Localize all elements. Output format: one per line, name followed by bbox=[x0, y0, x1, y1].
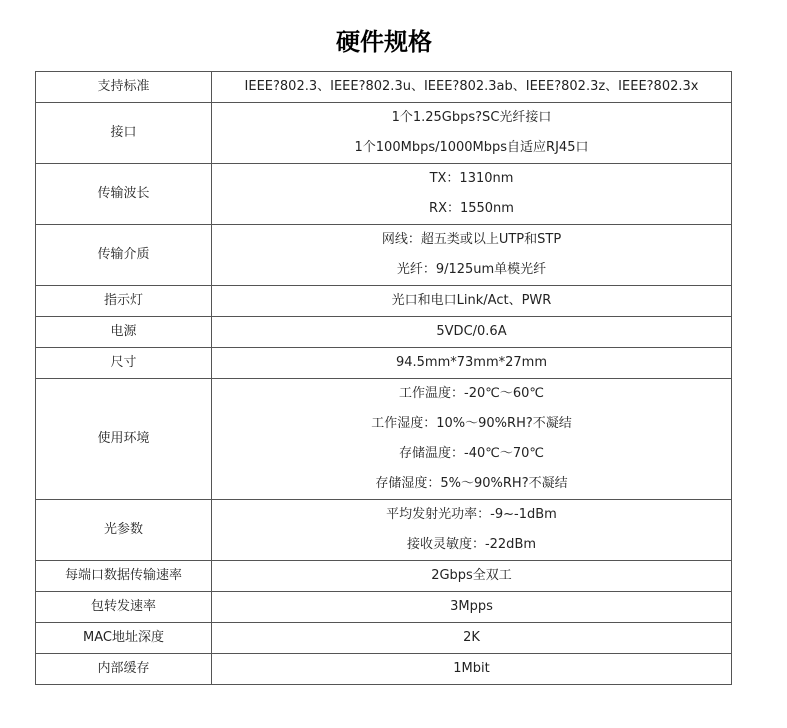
row-label-cell bbox=[36, 592, 212, 623]
row-value: 光口和电口Link/Act、PWR bbox=[391, 293, 552, 308]
row-label-cell bbox=[36, 225, 212, 286]
row-value-cell bbox=[212, 500, 732, 561]
row-value: 1个1.25Gbps?SC光纤接口 bbox=[391, 110, 552, 125]
row-value: 5VDC/0.6A bbox=[436, 324, 507, 339]
row-value: IEEE?802.3、IEEE?802.3u、IEEE?802.3ab、IEEE?802.3z、IEEE?802.3x bbox=[244, 79, 699, 94]
row-label-cell bbox=[36, 500, 212, 561]
table-row bbox=[36, 286, 732, 317]
table-row bbox=[36, 561, 732, 592]
row-value-cell bbox=[212, 225, 732, 286]
row-value: 2K bbox=[463, 630, 480, 645]
row-value: 1Mbit bbox=[453, 661, 490, 676]
row-label: 接口 bbox=[110, 125, 137, 140]
spec-table bbox=[35, 71, 732, 685]
row-label-cell bbox=[36, 623, 212, 654]
row-value: 工作温度：-20℃～60℃ bbox=[399, 386, 544, 401]
row-value: 光纤：9/125um单模光纤 bbox=[396, 262, 547, 277]
row-label: 使用环境 bbox=[97, 431, 150, 446]
table-row bbox=[36, 592, 732, 623]
page-title: 硬件规格 bbox=[336, 28, 432, 56]
row-value-cell bbox=[212, 379, 732, 500]
row-value: TX：1310nm bbox=[429, 171, 514, 186]
table-row bbox=[36, 72, 732, 103]
row-value: RX：1550nm bbox=[429, 201, 514, 216]
table-row bbox=[36, 103, 732, 164]
row-value: 1个100Mbps/1000Mbps自适应RJ45口 bbox=[354, 140, 589, 155]
row-value: 存储温度：-40℃～70℃ bbox=[399, 446, 544, 461]
row-value-cell bbox=[212, 592, 732, 623]
table-row bbox=[36, 379, 732, 500]
row-value: 2Gbps全双工 bbox=[431, 568, 512, 583]
row-value: 94.5mm*73mm*27mm bbox=[395, 355, 547, 370]
row-label: 传输介质 bbox=[97, 247, 150, 262]
row-label: 电源 bbox=[110, 324, 137, 339]
row-value-cell bbox=[212, 348, 732, 379]
row-label: 传输波长 bbox=[97, 186, 150, 201]
row-label-cell bbox=[36, 72, 212, 103]
row-label-cell bbox=[36, 286, 212, 317]
table-row bbox=[36, 623, 732, 654]
row-value: 网线：超五类或以上UTP和STP bbox=[381, 232, 562, 247]
row-value: 3Mpps bbox=[450, 599, 493, 614]
row-value-cell bbox=[212, 561, 732, 592]
row-label: MAC地址深度 bbox=[83, 630, 164, 645]
table-row bbox=[36, 317, 732, 348]
row-value-cell bbox=[212, 623, 732, 654]
row-label: 光参数 bbox=[103, 522, 143, 537]
row-value: 工作湿度：10%～90%RH?不凝结 bbox=[371, 416, 572, 431]
row-label-cell bbox=[36, 561, 212, 592]
row-label-cell bbox=[36, 317, 212, 348]
row-value-cell bbox=[212, 317, 732, 348]
table-row bbox=[36, 348, 732, 379]
row-label-cell bbox=[36, 654, 212, 685]
row-label-cell bbox=[36, 164, 212, 225]
row-label: 指示灯 bbox=[103, 293, 143, 308]
table-row bbox=[36, 164, 732, 225]
row-label-cell bbox=[36, 379, 212, 500]
row-value-cell bbox=[212, 103, 732, 164]
row-label-cell bbox=[36, 103, 212, 164]
row-label: 尺寸 bbox=[110, 355, 137, 370]
row-label: 支持标准 bbox=[97, 79, 150, 94]
row-label-cell bbox=[36, 348, 212, 379]
table-row bbox=[36, 500, 732, 561]
row-value-cell bbox=[212, 654, 732, 685]
row-value-cell bbox=[212, 286, 732, 317]
row-value: 接收灵敏度：-22dBm bbox=[406, 537, 537, 552]
row-value: 平均发射光功率：-9~-1dBm bbox=[386, 507, 557, 522]
table-row bbox=[36, 225, 732, 286]
row-label: 内部缓存 bbox=[97, 661, 150, 676]
row-value-cell bbox=[212, 72, 732, 103]
table-row bbox=[36, 654, 732, 685]
row-value: 存储湿度：5%～90%RH?不凝结 bbox=[375, 476, 568, 491]
row-label: 每端口数据传输速率 bbox=[64, 568, 182, 583]
row-value-cell bbox=[212, 164, 732, 225]
row-label: 包转发速率 bbox=[90, 599, 156, 614]
